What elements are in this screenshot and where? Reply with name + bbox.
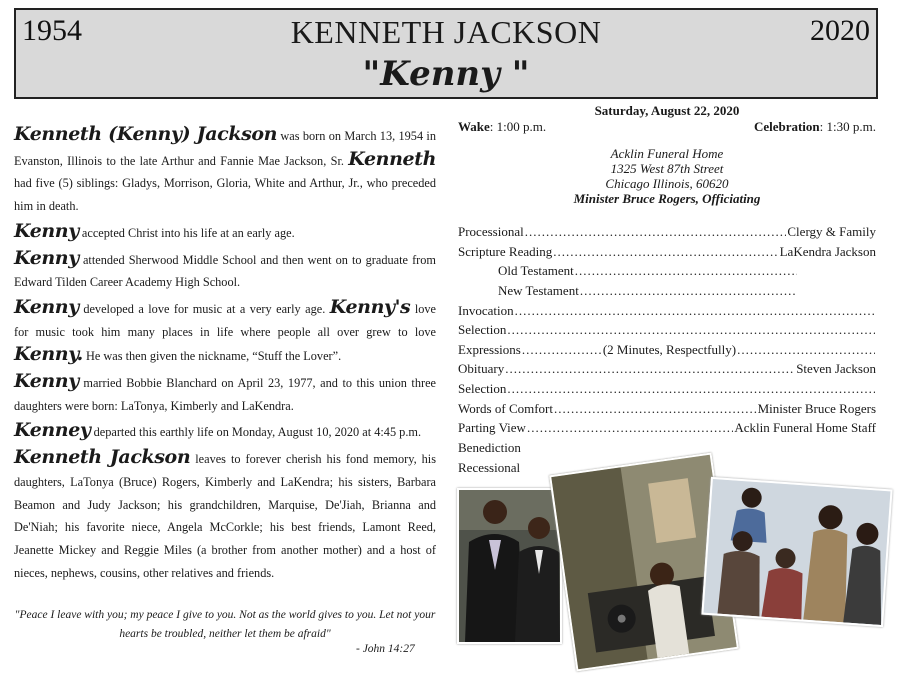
birth-year: 1954 (22, 14, 82, 47)
program-item (458, 379, 876, 399)
paragraph-text: married Bobbie Blanchard on April 23, 1977, and to this union three daughters were born: LaTonya, Kimberly and LaKendra. (14, 376, 436, 413)
program-item (458, 261, 798, 281)
photo-two-men (457, 488, 562, 644)
script-name: Kenny (14, 219, 79, 242)
deceased-name: KENNETH JACKSON (290, 14, 602, 50)
program-item-label: Old Testament (498, 263, 574, 279)
obituary-paragraph (14, 296, 436, 368)
dot-leader (525, 222, 787, 242)
script-name: Kenney (14, 419, 91, 442)
paragraph-text: was born on March 13, 1954 in Evanston, Illinois to the late Arthur and Fannie Mae Jackson, Sr. (14, 129, 436, 168)
dot-leader (507, 379, 875, 399)
dot-leader (522, 340, 602, 360)
service-times (458, 119, 876, 135)
program-item-label: Parting View (458, 420, 526, 436)
program-item-participant: Steven Jackson (796, 361, 876, 377)
program-item-label: Selection (458, 381, 507, 397)
service-date: Saturday, August 22, 2020 (594, 103, 740, 118)
wake-value: : 1:00 p.m. (489, 119, 547, 134)
program-item-note: (2 Minutes, Respectfully) (602, 341, 737, 357)
script-name: Kenny. (14, 343, 83, 366)
photo-family (701, 477, 892, 627)
script-name: Kenneth (Kenny) Jackson (14, 123, 278, 145)
program-item (458, 359, 876, 379)
dot-leader (527, 418, 733, 438)
paragraph-text: departed this earthly life on Monday, August 10, 2020 at 4:45 p.m. (90, 425, 422, 440)
celebration-label: Celebration (753, 119, 820, 134)
obituary-paragraph (14, 419, 436, 444)
dot-leader (507, 320, 875, 340)
program-item-label: Processional (458, 224, 524, 239)
dot-leader (553, 242, 778, 262)
script-name: Kenny's (329, 295, 411, 318)
scripture-quote: "Peace I leave with you; my peace I give to you. Not as the world gives to you. Let not your hearts be troubled, neither let them be afraid" (14, 609, 436, 640)
program-item-label: Recessional (458, 459, 521, 475)
celebration-value: : 1:30 p.m. (819, 119, 876, 134)
script-name: Kenneth (348, 147, 436, 170)
program-item-label: Expressions (458, 341, 521, 357)
photo-two-men-image (459, 490, 560, 642)
paragraph-text: developed a love for music at a very early age. (78, 301, 330, 316)
order-of-service (458, 222, 876, 477)
script-name: Kenny (14, 246, 79, 269)
program-item-label: Invocation (458, 302, 514, 318)
program-item (458, 281, 798, 301)
obituary-paragraph (14, 220, 436, 245)
program-item-participant: Minister Bruce Rogers (757, 400, 876, 416)
wake-time (458, 119, 546, 134)
paragraph-text: accepted Christ into his life at an early age. (78, 225, 295, 240)
program-item-participant: Acklin Funeral Home Staff (734, 420, 876, 436)
photo-family-image (704, 479, 891, 625)
script-name: Kenny (14, 370, 79, 393)
script-name: Kenny (14, 295, 79, 318)
program-item-label: Scripture Reading (458, 243, 553, 259)
scripture-reference: - John 14:27 (356, 643, 415, 655)
venue-block (458, 146, 876, 206)
paragraph-text: had five (5) siblings: Gladys, Morrison, Gloria, White and Arthur, Jr., who preceded him in death. (14, 176, 436, 214)
death-year: 2020 (810, 14, 870, 47)
program-item (458, 438, 876, 458)
dot-leader (515, 301, 875, 321)
paragraph-text: leaves to forever cherish his fond memory, his daughters, LaTonya (Bruce) Rogers, Kimberly and LaKendra; his sisters, Barbara Beamon and Judy Jackson; his grandchildren, Marquise, De'Jiah, Brianna and De'Niah; his favorite niece, Angela McCorkle; his best friends, Lamont Reed, Jeanette Mickey and Reggie Miles (a brother from another mother) and a host of nieces, nephews, cousins, other relatives and friends. (14, 452, 436, 580)
venue-city: Chicago Illinois, 60620 (605, 176, 729, 191)
wake-label: Wake (458, 119, 490, 134)
program-item (458, 399, 876, 419)
obituary-text (14, 123, 436, 586)
officiant: Minister Bruce Rogers, Officiating (573, 191, 761, 206)
program-item-label: Selection (458, 322, 507, 338)
program-item-label: Obituary (458, 361, 505, 377)
venue-name: Acklin Funeral Home (610, 146, 724, 161)
obituary-paragraph (14, 370, 436, 417)
program-item (458, 222, 876, 242)
dot-leader (505, 359, 795, 379)
obituary-paragraph (14, 446, 436, 584)
dot-leader (737, 340, 875, 360)
celebration-time (754, 119, 876, 135)
nickname: "Kenny " (362, 54, 530, 94)
title-banner (14, 8, 878, 99)
program-item-label: Words of Comfort (458, 400, 553, 416)
dot-leader (580, 281, 797, 301)
program-item (458, 242, 876, 262)
dot-leader (575, 261, 797, 281)
program-item (458, 301, 876, 321)
dot-leader (554, 399, 757, 419)
venue-street: 1325 West 87th Street (610, 161, 724, 176)
obituary-paragraph (14, 123, 436, 218)
obituary-paragraph (14, 247, 436, 294)
program-item (458, 340, 876, 360)
program-item-label: Benediction (458, 440, 521, 456)
script-name: Kenneth Jackson (14, 446, 191, 469)
paragraph-text: He was then given the nickname, “Stuff the Lover”. (82, 349, 342, 364)
paragraph-text: attended Sherwood Middle School and then went on to graduate from Edward Tilden Career Academy High School. (14, 252, 436, 290)
program-item (458, 418, 876, 438)
paragraph-text: love for music took him many places in life where people all over grew to love (14, 301, 436, 339)
program-item (458, 320, 876, 340)
program-item-participant: LaKendra Jackson (779, 243, 876, 259)
program-item-participant: Clergy & Family (787, 224, 876, 239)
program-item-label: New Testament (498, 282, 579, 298)
